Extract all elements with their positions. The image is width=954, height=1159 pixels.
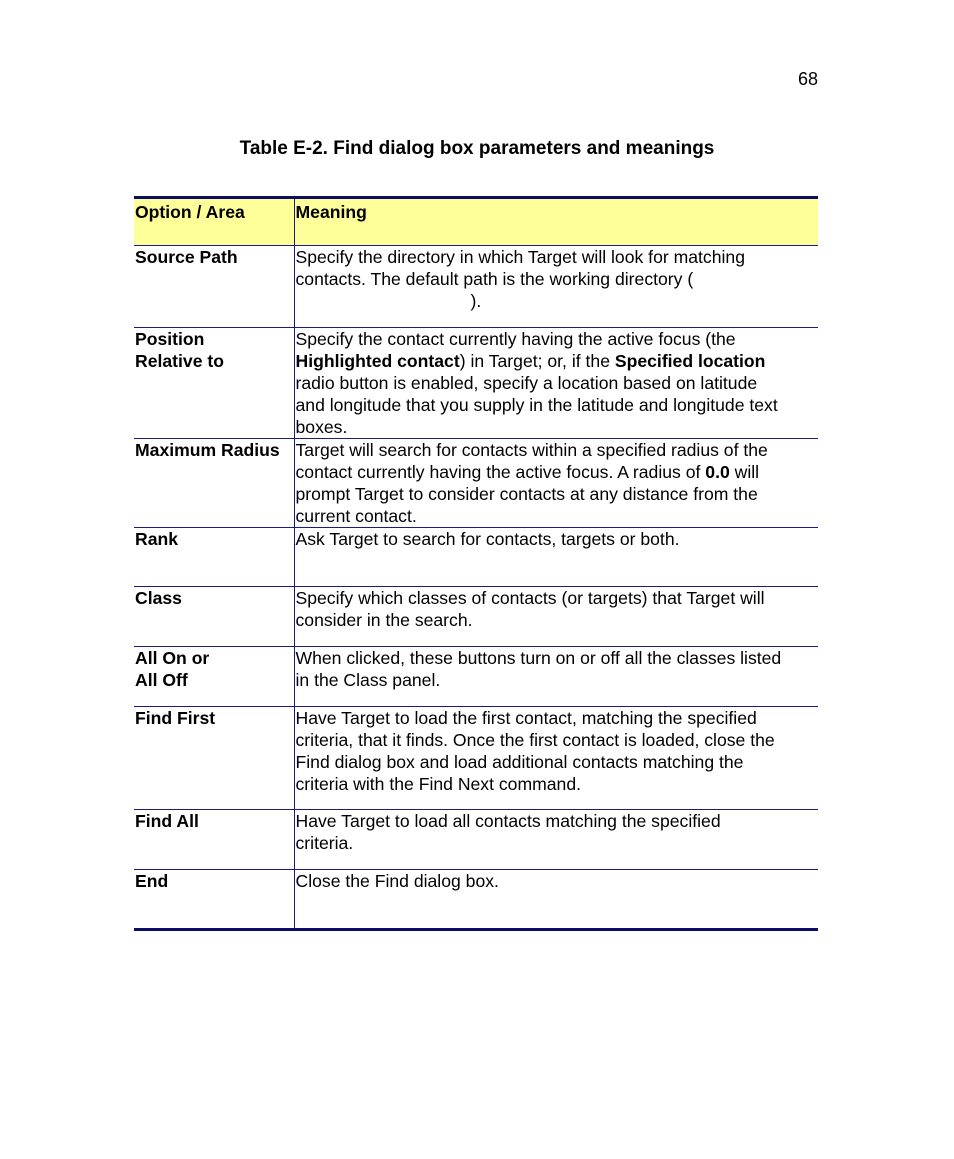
table-header-row	[134, 198, 818, 246]
header-meaning: Meaning	[294, 198, 818, 246]
table-row	[134, 246, 818, 328]
meaning-line: criteria with the Find Next command.	[295, 774, 582, 794]
bold-term: 0.0	[705, 462, 730, 482]
table-row	[134, 647, 818, 707]
table-row	[134, 810, 818, 870]
option-line: Position	[135, 329, 205, 349]
meaning-line: Specify the contact currently having the active focus (the	[295, 329, 736, 349]
meaning-cell	[294, 328, 818, 439]
meaning-line: and longitude that you supply in the latitude and longitude text	[295, 395, 778, 415]
parameters-table	[134, 196, 818, 931]
meaning-cell	[294, 810, 818, 870]
option-line: Maximum Radius	[135, 440, 280, 460]
meaning-cell	[294, 528, 818, 587]
option-line: Find All	[135, 811, 199, 831]
meaning-line: Specify the directory in which Target will look for matching	[295, 247, 745, 267]
meaning-line: consider in the search.	[295, 610, 473, 630]
option-line: Rank	[135, 529, 179, 549]
meaning-line	[296, 461, 819, 483]
meaning-line: ).	[470, 291, 482, 311]
meaning-line: Specify which classes of contacts (or targets) that Target will	[295, 588, 765, 608]
meaning-line: When clicked, these buttons turn on or off all the classes listed	[295, 648, 782, 668]
table-row	[134, 528, 818, 587]
meaning-line: criteria, that it finds. Once the first contact is loaded, close the	[295, 730, 775, 750]
meaning-cell	[294, 707, 818, 810]
meaning-line: contacts. The default path is the working directory (	[295, 269, 694, 289]
bold-term: Specified location	[614, 351, 766, 371]
bold-term: Highlighted contact	[295, 351, 460, 371]
meaning-line: Close the Find dialog box.	[295, 871, 499, 891]
meaning-line: in the Class panel.	[295, 670, 441, 690]
meaning-line: criteria.	[295, 833, 354, 853]
meaning-line: Have Target to load all contacts matching the specified	[295, 811, 721, 831]
meaning-line: radio button is enabled, specify a location based on latitude	[295, 373, 758, 393]
option-cell	[134, 647, 294, 707]
header-option: Option / Area	[134, 198, 294, 246]
option-line: Class	[135, 588, 182, 608]
meaning-text: ) in Target; or, if the	[459, 351, 615, 371]
table-title: Table E-2. Find dialog box parameters and meanings	[239, 138, 715, 159]
meaning-text: contact currently having the active focus. A radius of	[295, 462, 706, 482]
option-line: All Off	[135, 670, 188, 690]
meaning-text: will	[729, 462, 760, 482]
option-cell	[134, 587, 294, 647]
table-row	[134, 439, 818, 528]
option-cell	[134, 707, 294, 810]
meaning-line	[296, 350, 819, 372]
option-cell	[134, 528, 294, 587]
option-line: Find First	[135, 708, 216, 728]
meaning-line: current contact.	[295, 506, 417, 526]
meaning-cell	[294, 587, 818, 647]
page-number: 68	[797, 69, 818, 89]
option-line: End	[135, 871, 169, 891]
meaning-cell	[294, 647, 818, 707]
option-line: Source Path	[135, 247, 238, 267]
option-line: Relative to	[135, 351, 224, 371]
table-row	[134, 328, 818, 439]
option-cell	[134, 810, 294, 870]
meaning-line: Ask Target to search for contacts, targets or both.	[295, 529, 680, 549]
option-cell	[134, 439, 294, 528]
meaning-cell	[294, 439, 818, 528]
meaning-line: Have Target to load the first contact, matching the specified	[295, 708, 757, 728]
table-row	[134, 707, 818, 810]
option-cell	[134, 870, 294, 930]
meaning-line: boxes.	[295, 417, 348, 437]
option-cell	[134, 328, 294, 439]
option-line: All On or	[135, 648, 210, 668]
meaning-line: prompt Target to consider contacts at any distance from the	[295, 484, 758, 504]
meaning-line: Target will search for contacts within a specified radius of the	[295, 440, 768, 460]
meaning-cell	[294, 870, 818, 930]
meaning-cell	[294, 246, 818, 328]
table-row	[134, 870, 818, 930]
table-row	[134, 587, 818, 647]
meaning-line: Find dialog box and load additional contacts matching the	[295, 752, 744, 772]
option-cell	[134, 246, 294, 328]
